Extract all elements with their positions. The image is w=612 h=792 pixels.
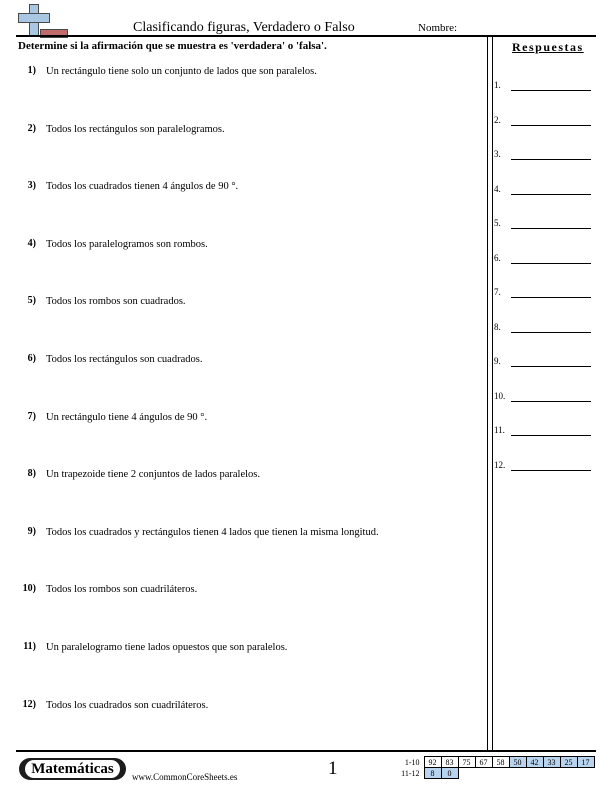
score-cell-empty (543, 768, 560, 779)
score-row-label: 11-12 (401, 768, 420, 778)
answer-number: 11. (494, 425, 505, 435)
score-cell: 50 (509, 757, 526, 768)
answer-blank[interactable] (494, 115, 596, 129)
answer-number: 5. (494, 218, 501, 228)
score-cell: 92 (424, 757, 441, 768)
question-number: 1) (27, 65, 36, 76)
answer-number: 3. (494, 149, 501, 159)
score-row (392, 768, 594, 779)
answer-number: 12. (494, 460, 506, 470)
worksheet-title: Clasificando figuras, Verdadero o Falso (133, 20, 355, 35)
answer-number: 9. (494, 356, 501, 366)
question-number: 7) (27, 411, 36, 422)
answer-line (511, 228, 591, 229)
question-number: 2) (27, 123, 36, 134)
question-number: 6) (27, 353, 36, 364)
answer-number: 8. (494, 322, 501, 332)
question-number: 8) (27, 468, 36, 479)
score-cell-empty (509, 768, 526, 779)
score-cell: 75 (458, 757, 475, 768)
answers-title: Respuestas (512, 40, 584, 54)
question-text: Un rectángulo tiene solo un conjunto de lados que son paralelos. (46, 66, 317, 77)
page-number: 1 (328, 758, 338, 779)
score-cell: 33 (543, 757, 560, 768)
question-text: Todos los paralelogramos son rombos. (46, 239, 208, 250)
question-text: Un trapezoide tiene 2 conjuntos de lados paralelos. (46, 469, 261, 480)
question-number: 9) (27, 526, 36, 537)
question-text: Todos los rectángulos son cuadrados. (46, 354, 203, 365)
answer-line (511, 125, 591, 126)
score-cell: 58 (492, 757, 509, 768)
website-label: www.CommonCoreSheets.es (132, 772, 238, 782)
answer-number: 2. (494, 115, 501, 125)
answer-number: 10. (494, 391, 506, 401)
answer-line (511, 401, 591, 402)
score-cell: 42 (526, 757, 543, 768)
score-table (392, 756, 595, 779)
answer-blank[interactable] (494, 287, 596, 301)
instructions: Determine si la afirmación que se muestra es 'verdadera' o 'falsa'. (18, 40, 327, 52)
answer-line (511, 90, 591, 91)
question-number: 3) (27, 180, 36, 191)
question-text: Un paralelogramo tiene lados opuestos que son paralelos. (46, 642, 288, 653)
answer-column-divider (487, 36, 493, 750)
answer-blank[interactable] (494, 184, 596, 198)
answer-blank[interactable] (494, 356, 596, 370)
answer-line (511, 332, 591, 333)
score-cell: 0 (441, 768, 458, 779)
question-text: Un rectángulo tiene 4 ángulos de 90 °. (46, 412, 208, 423)
answer-blank[interactable] (494, 322, 596, 336)
score-cell-empty (577, 768, 594, 779)
question-number: 12) (22, 699, 36, 710)
score-cell-empty (458, 768, 475, 779)
answer-line (511, 366, 591, 367)
score-row-label: 1-10 (404, 757, 420, 767)
score-cell-empty (475, 768, 492, 779)
question-number: 10) (22, 583, 36, 594)
brand-label: Matemáticas (25, 760, 119, 778)
plus-logo-icon (18, 4, 70, 38)
answer-number: 1. (494, 80, 501, 90)
answer-blank[interactable] (494, 218, 596, 232)
answer-line (511, 159, 591, 160)
answer-number: 6. (494, 253, 501, 263)
score-cell: 25 (560, 757, 577, 768)
answer-number: 7. (494, 287, 501, 297)
answer-line (511, 435, 591, 436)
name-label: Nombre: (418, 22, 458, 34)
question-text: Todos los rectángulos son paralelogramos. (46, 124, 225, 135)
score-cell-empty (560, 768, 577, 779)
header-divider (16, 35, 596, 37)
score-cell-empty (526, 768, 543, 779)
answer-line (511, 470, 591, 471)
answer-blank[interactable] (494, 425, 596, 439)
answer-number: 4. (494, 184, 501, 194)
footer-divider (16, 750, 596, 752)
score-cell: 83 (441, 757, 458, 768)
question-text: Todos los cuadrados son cuadriláteros. (46, 700, 209, 711)
answer-blank[interactable] (494, 80, 596, 94)
score-cell: 67 (475, 757, 492, 768)
answer-blank[interactable] (494, 149, 596, 163)
answer-line (511, 263, 591, 264)
score-cell-empty (492, 768, 509, 779)
answer-line (511, 194, 591, 195)
question-text: Todos los rombos son cuadriláteros. (46, 584, 198, 595)
answer-blank[interactable] (494, 460, 596, 474)
score-cell: 17 (577, 757, 594, 768)
question-number: 11) (23, 641, 36, 652)
question-text: Todos los cuadrados y rectángulos tienen 4 lados que tienen la misma longitud. (46, 527, 379, 538)
question-number: 5) (27, 295, 36, 306)
answer-blank[interactable] (494, 253, 596, 267)
brand-badge (19, 758, 126, 780)
question-text: Todos los rombos son cuadrados. (46, 296, 186, 307)
answer-line (511, 297, 591, 298)
score-row (392, 757, 594, 768)
score-cell: 8 (424, 768, 441, 779)
question-text: Todos los cuadrados tienen 4 ángulos de 90 °. (46, 181, 239, 192)
question-number: 4) (27, 238, 36, 249)
answer-blank[interactable] (494, 391, 596, 405)
